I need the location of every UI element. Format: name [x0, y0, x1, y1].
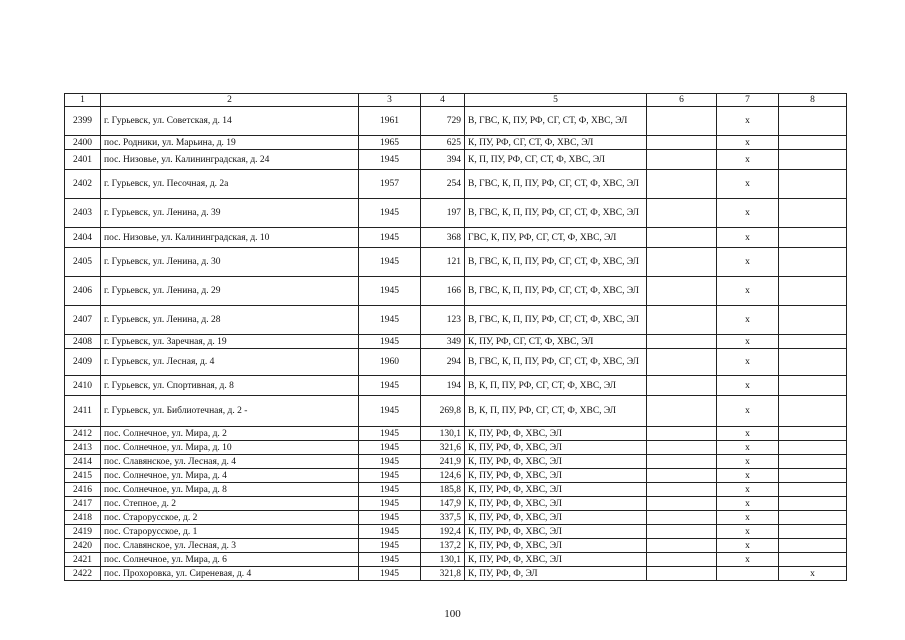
- column-6-cell: [647, 335, 717, 349]
- area-cell: 321,6: [421, 441, 465, 455]
- column-7-cell: х: [717, 277, 779, 306]
- systems-cell: К, ПУ, РФ, Ф, ХВС, ЭЛ: [465, 525, 647, 539]
- address-cell: пос. Славянское, ул. Лесная, д. 3: [101, 539, 359, 553]
- column-7-cell: х: [717, 455, 779, 469]
- area-cell: 166: [421, 277, 465, 306]
- year-cell: 1945: [359, 396, 421, 427]
- column-7-cell: х: [717, 335, 779, 349]
- row-number: 2412: [65, 427, 101, 441]
- column-8-cell: [779, 277, 847, 306]
- column-7-cell: х: [717, 511, 779, 525]
- area-cell: 121: [421, 248, 465, 277]
- area-cell: 137,2: [421, 539, 465, 553]
- area-cell: 130,1: [421, 553, 465, 567]
- area-cell: 294: [421, 349, 465, 376]
- table-row: [65, 525, 847, 539]
- address-cell: г. Гурьевск, ул. Заречная, д. 19: [101, 335, 359, 349]
- row-number: 2400: [65, 136, 101, 150]
- area-cell: 349: [421, 335, 465, 349]
- systems-cell: К, ПУ, РФ, Ф, ХВС, ЭЛ: [465, 455, 647, 469]
- table-row: [65, 511, 847, 525]
- year-cell: 1945: [359, 497, 421, 511]
- row-number: 2399: [65, 107, 101, 136]
- row-number: 2407: [65, 306, 101, 335]
- systems-cell: К, ПУ, РФ, Ф, ХВС, ЭЛ: [465, 427, 647, 441]
- column-7-cell: х: [717, 497, 779, 511]
- column-8-cell: [779, 107, 847, 136]
- column-6-cell: [647, 136, 717, 150]
- column-6-cell: [647, 107, 717, 136]
- column-header: 5: [465, 94, 647, 107]
- year-cell: 1945: [359, 525, 421, 539]
- column-7-cell: х: [717, 376, 779, 396]
- row-number: 2417: [65, 497, 101, 511]
- table-row: [65, 455, 847, 469]
- area-cell: 192,4: [421, 525, 465, 539]
- column-8-cell: х: [779, 567, 847, 581]
- year-cell: 1945: [359, 469, 421, 483]
- column-header: 6: [647, 94, 717, 107]
- year-cell: 1945: [359, 427, 421, 441]
- row-number: 2411: [65, 396, 101, 427]
- systems-cell: К, П, ПУ, РФ, СГ, СТ, Ф, ХВС, ЭЛ: [465, 150, 647, 170]
- column-6-cell: [647, 497, 717, 511]
- column-8-cell: [779, 199, 847, 228]
- area-cell: 241,9: [421, 455, 465, 469]
- registry-table: [64, 93, 847, 581]
- row-number: 2409: [65, 349, 101, 376]
- systems-cell: В, К, П, ПУ, РФ, СГ, СТ, Ф, ХВС, ЭЛ: [465, 396, 647, 427]
- column-8-cell: [779, 441, 847, 455]
- systems-cell: К, ПУ, РФ, СГ, СТ, Ф, ХВС, ЭЛ: [465, 335, 647, 349]
- column-header: 7: [717, 94, 779, 107]
- address-cell: пос. Прохоровка, ул. Сиреневая, д. 4: [101, 567, 359, 581]
- address-cell: пос. Родники, ул. Марьина, д. 19: [101, 136, 359, 150]
- row-number: 2419: [65, 525, 101, 539]
- column-7-cell: х: [717, 136, 779, 150]
- year-cell: 1945: [359, 150, 421, 170]
- table-row: [65, 396, 847, 427]
- column-6-cell: [647, 455, 717, 469]
- column-header: 3: [359, 94, 421, 107]
- column-8-cell: [779, 248, 847, 277]
- address-cell: г. Гурьевск, ул. Ленина, д. 29: [101, 277, 359, 306]
- column-7-cell: х: [717, 107, 779, 136]
- column-7-cell: х: [717, 248, 779, 277]
- table-body: [65, 107, 847, 581]
- table-row: [65, 107, 847, 136]
- area-cell: 130,1: [421, 427, 465, 441]
- year-cell: 1945: [359, 277, 421, 306]
- systems-cell: К, ПУ, РФ, Ф, ХВС, ЭЛ: [465, 483, 647, 497]
- table-row: [65, 483, 847, 497]
- column-8-cell: [779, 349, 847, 376]
- systems-cell: К, ПУ, РФ, Ф, ХВС, ЭЛ: [465, 441, 647, 455]
- column-6-cell: [647, 511, 717, 525]
- systems-cell: К, ПУ, РФ, Ф, ХВС, ЭЛ: [465, 469, 647, 483]
- column-8-cell: [779, 525, 847, 539]
- column-8-cell: [779, 553, 847, 567]
- table-row: [65, 136, 847, 150]
- column-7-cell: х: [717, 539, 779, 553]
- column-6-cell: [647, 567, 717, 581]
- table-row: [65, 427, 847, 441]
- column-8-cell: [779, 306, 847, 335]
- row-number: 2418: [65, 511, 101, 525]
- column-7-cell: х: [717, 228, 779, 248]
- column-7-cell: х: [717, 306, 779, 335]
- column-6-cell: [647, 228, 717, 248]
- year-cell: 1945: [359, 539, 421, 553]
- area-cell: 368: [421, 228, 465, 248]
- column-6-cell: [647, 170, 717, 199]
- row-number: 2402: [65, 170, 101, 199]
- column-6-cell: [647, 525, 717, 539]
- column-8-cell: [779, 483, 847, 497]
- address-cell: пос. Солнечное, ул. Мира, д. 10: [101, 441, 359, 455]
- column-7-cell: х: [717, 553, 779, 567]
- address-cell: пос. Солнечное, ул. Мира, д. 8: [101, 483, 359, 497]
- year-cell: 1961: [359, 107, 421, 136]
- column-7-cell: [717, 567, 779, 581]
- table-row: [65, 335, 847, 349]
- row-number: 2416: [65, 483, 101, 497]
- area-cell: 147,9: [421, 497, 465, 511]
- address-cell: пос. Солнечное, ул. Мира, д. 6: [101, 553, 359, 567]
- systems-cell: К, ПУ, РФ, Ф, ХВС, ЭЛ: [465, 511, 647, 525]
- address-cell: пос. Солнечное, ул. Мира, д. 4: [101, 469, 359, 483]
- address-cell: пос. Старорусское, д. 1: [101, 525, 359, 539]
- column-6-cell: [647, 427, 717, 441]
- year-cell: 1945: [359, 567, 421, 581]
- area-cell: 124,6: [421, 469, 465, 483]
- year-cell: 1965: [359, 136, 421, 150]
- column-8-cell: [779, 497, 847, 511]
- systems-cell: К, ПУ, РФ, Ф, ХВС, ЭЛ: [465, 553, 647, 567]
- column-6-cell: [647, 150, 717, 170]
- column-7-cell: х: [717, 199, 779, 228]
- area-cell: 194: [421, 376, 465, 396]
- row-number: 2414: [65, 455, 101, 469]
- column-header: 4: [421, 94, 465, 107]
- area-cell: 729: [421, 107, 465, 136]
- area-cell: 197: [421, 199, 465, 228]
- area-cell: 123: [421, 306, 465, 335]
- address-cell: пос. Степное, д. 2: [101, 497, 359, 511]
- systems-cell: В, ГВС, К, П, ПУ, РФ, СГ, СТ, Ф, ХВС, ЭЛ: [465, 170, 647, 199]
- address-cell: г. Гурьевск, ул. Советская, д. 14: [101, 107, 359, 136]
- year-cell: 1945: [359, 248, 421, 277]
- column-7-cell: х: [717, 349, 779, 376]
- systems-cell: В, ГВС, К, П, ПУ, РФ, СГ, СТ, Ф, ХВС, ЭЛ: [465, 277, 647, 306]
- row-number: 2413: [65, 441, 101, 455]
- year-cell: 1945: [359, 376, 421, 396]
- column-header: 8: [779, 94, 847, 107]
- row-number: 2403: [65, 199, 101, 228]
- year-cell: 1945: [359, 335, 421, 349]
- row-number: 2415: [65, 469, 101, 483]
- column-8-cell: [779, 136, 847, 150]
- column-6-cell: [647, 553, 717, 567]
- column-8-cell: [779, 455, 847, 469]
- column-7-cell: х: [717, 427, 779, 441]
- column-8-cell: [779, 469, 847, 483]
- table-row: [65, 441, 847, 455]
- year-cell: 1960: [359, 349, 421, 376]
- column-6-cell: [647, 483, 717, 497]
- row-number: 2422: [65, 567, 101, 581]
- header-row: [65, 94, 847, 107]
- systems-cell: В, ГВС, К, П, ПУ, РФ, СГ, СТ, Ф, ХВС, ЭЛ: [465, 199, 647, 228]
- column-7-cell: х: [717, 469, 779, 483]
- year-cell: 1945: [359, 483, 421, 497]
- table-row: [65, 199, 847, 228]
- column-6-cell: [647, 539, 717, 553]
- table-row: [65, 553, 847, 567]
- row-number: 2405: [65, 248, 101, 277]
- year-cell: 1945: [359, 553, 421, 567]
- column-7-cell: х: [717, 150, 779, 170]
- table-row: [65, 469, 847, 483]
- systems-cell: ГВС, К, ПУ, РФ, СГ, СТ, Ф, ХВС, ЭЛ: [465, 228, 647, 248]
- column-7-cell: х: [717, 483, 779, 497]
- address-cell: г. Гурьевск, ул. Спортивная, д. 8: [101, 376, 359, 396]
- column-6-cell: [647, 199, 717, 228]
- address-cell: пос. Славянское, ул. Лесная, д. 4: [101, 455, 359, 469]
- row-number: 2421: [65, 553, 101, 567]
- column-6-cell: [647, 376, 717, 396]
- year-cell: 1945: [359, 441, 421, 455]
- address-cell: пос. Низовье, ул. Калининградская, д. 24: [101, 150, 359, 170]
- area-cell: 254: [421, 170, 465, 199]
- column-7-cell: х: [717, 525, 779, 539]
- table-row: [65, 228, 847, 248]
- table-row: [65, 277, 847, 306]
- row-number: 2401: [65, 150, 101, 170]
- column-8-cell: [779, 228, 847, 248]
- column-6-cell: [647, 469, 717, 483]
- column-8-cell: [779, 427, 847, 441]
- row-number: 2408: [65, 335, 101, 349]
- column-6-cell: [647, 248, 717, 277]
- column-7-cell: х: [717, 441, 779, 455]
- address-cell: г. Гурьевск, ул. Ленина, д. 28: [101, 306, 359, 335]
- year-cell: 1945: [359, 455, 421, 469]
- table-row: [65, 376, 847, 396]
- address-cell: пос. Солнечное, ул. Мира, д. 2: [101, 427, 359, 441]
- table-row: [65, 306, 847, 335]
- column-6-cell: [647, 277, 717, 306]
- year-cell: 1945: [359, 228, 421, 248]
- systems-cell: В, К, П, ПУ, РФ, СГ, СТ, Ф, ХВС, ЭЛ: [465, 376, 647, 396]
- column-header: 1: [65, 94, 101, 107]
- address-cell: пос. Старорусское, д. 2: [101, 511, 359, 525]
- column-6-cell: [647, 306, 717, 335]
- address-cell: г. Гурьевск, ул. Лесная, д. 4: [101, 349, 359, 376]
- address-cell: г. Гурьевск, ул. Библиотечная, д. 2 -: [101, 396, 359, 427]
- row-number: 2406: [65, 277, 101, 306]
- column-8-cell: [779, 170, 847, 199]
- table-row: [65, 150, 847, 170]
- column-8-cell: [779, 396, 847, 427]
- systems-cell: В, ГВС, К, П, ПУ, РФ, СГ, СТ, Ф, ХВС, ЭЛ: [465, 306, 647, 335]
- year-cell: 1945: [359, 199, 421, 228]
- column-6-cell: [647, 349, 717, 376]
- systems-cell: К, ПУ, РФ, СГ, СТ, Ф, ХВС, ЭЛ: [465, 136, 647, 150]
- column-6-cell: [647, 396, 717, 427]
- systems-cell: К, ПУ, РФ, Ф, ХВС, ЭЛ: [465, 497, 647, 511]
- area-cell: 337,5: [421, 511, 465, 525]
- address-cell: пос. Низовье, ул. Калининградская, д. 10: [101, 228, 359, 248]
- address-cell: г. Гурьевск, ул. Ленина, д. 30: [101, 248, 359, 277]
- column-8-cell: [779, 150, 847, 170]
- systems-cell: В, ГВС, К, П, ПУ, РФ, СГ, СТ, Ф, ХВС, ЭЛ: [465, 248, 647, 277]
- systems-cell: В, ГВС, К, ПУ, РФ, СГ, СТ, Ф, ХВС, ЭЛ: [465, 107, 647, 136]
- address-cell: г. Гурьевск, ул. Ленина, д. 39: [101, 199, 359, 228]
- area-cell: 625: [421, 136, 465, 150]
- systems-cell: В, ГВС, К, П, ПУ, РФ, СГ, СТ, Ф, ХВС, ЭЛ: [465, 349, 647, 376]
- table-row: [65, 567, 847, 581]
- area-cell: 185,8: [421, 483, 465, 497]
- systems-cell: К, ПУ, РФ, Ф, ХВС, ЭЛ: [465, 539, 647, 553]
- year-cell: 1945: [359, 511, 421, 525]
- column-8-cell: [779, 511, 847, 525]
- column-8-cell: [779, 539, 847, 553]
- area-cell: 394: [421, 150, 465, 170]
- systems-cell: К, ПУ, РФ, Ф, ЭЛ: [465, 567, 647, 581]
- row-number: 2410: [65, 376, 101, 396]
- column-7-cell: х: [717, 396, 779, 427]
- address-cell: г. Гурьевск, ул. Песочная, д. 2а: [101, 170, 359, 199]
- table-row: [65, 170, 847, 199]
- table-row: [65, 497, 847, 511]
- year-cell: 1957: [359, 170, 421, 199]
- column-7-cell: х: [717, 170, 779, 199]
- page-number: 100: [444, 608, 461, 620]
- column-header: 2: [101, 94, 359, 107]
- table-row: [65, 349, 847, 376]
- column-8-cell: [779, 335, 847, 349]
- area-cell: 321,8: [421, 567, 465, 581]
- year-cell: 1945: [359, 306, 421, 335]
- column-8-cell: [779, 376, 847, 396]
- area-cell: 269,8: [421, 396, 465, 427]
- row-number: 2420: [65, 539, 101, 553]
- row-number: 2404: [65, 228, 101, 248]
- column-6-cell: [647, 441, 717, 455]
- table-row: [65, 539, 847, 553]
- table-row: [65, 248, 847, 277]
